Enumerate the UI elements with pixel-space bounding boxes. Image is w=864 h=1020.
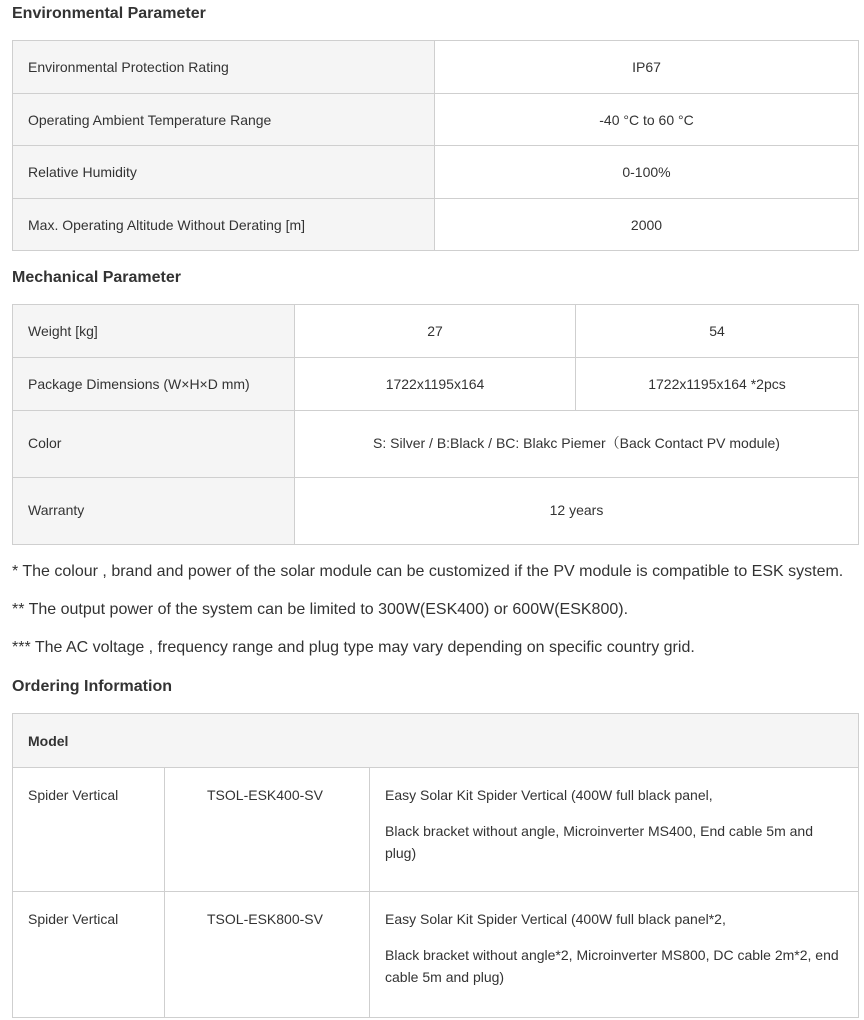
env-value: 2000 xyxy=(435,199,859,251)
env-label: Max. Operating Altitude Without Derating [m] xyxy=(13,199,435,251)
footnote-1: * The colour , brand and power of the solar module can be customized if the PV module is compatible to ESK system. xyxy=(12,563,844,580)
model-description xyxy=(370,892,859,1018)
mechanical-heading: Mechanical Parameter xyxy=(12,269,181,286)
package-value-2: 1722x1195x164 *2pcs xyxy=(576,358,859,411)
model-name: Spider Vertical xyxy=(13,768,165,892)
env-label: Relative Humidity xyxy=(13,146,435,199)
env-label: Operating Ambient Temperature Range xyxy=(13,94,435,146)
model-code: TSOL-ESK400-SV xyxy=(165,768,370,892)
ordering-heading: Ordering Information xyxy=(12,678,172,695)
footnote-2: ** The output power of the system can be limited to 300W(ESK400) or 600W(ESK800). xyxy=(12,601,629,618)
package-value-1: 1722x1195x164 xyxy=(295,358,576,411)
model-name: Spider Vertical xyxy=(13,892,165,1018)
weight-value-1: 27 xyxy=(295,305,576,358)
env-label: Environmental Protection Rating xyxy=(13,41,435,94)
environmental-table xyxy=(12,40,859,251)
warranty-label: Warranty xyxy=(13,478,295,545)
env-value: -40 °C to 60 °C xyxy=(435,94,859,146)
environmental-heading: Environmental Parameter xyxy=(12,5,206,22)
model-description xyxy=(370,768,859,892)
table-row xyxy=(13,41,859,94)
color-value: S: Silver / B:Black / BC: Blakc Piemer（Back Contact PV module) xyxy=(295,411,859,478)
table-row xyxy=(13,358,859,411)
table-row xyxy=(13,714,859,768)
warranty-value: 12 years xyxy=(295,478,859,545)
mechanical-table xyxy=(12,304,859,545)
table-row xyxy=(13,892,859,1018)
env-value: IP67 xyxy=(435,41,859,94)
color-label: Color xyxy=(13,411,295,478)
description-line: Easy Solar Kit Spider Vertical (400W full black panel*2, xyxy=(385,911,726,927)
table-row xyxy=(13,768,859,892)
table-row xyxy=(13,94,859,146)
ordering-table xyxy=(12,713,859,1018)
model-header: Model xyxy=(13,714,859,768)
description-line: Black bracket without angle*2, Microinverter MS800, DC cable 2m*2, end cable 5m and plug) xyxy=(385,947,839,985)
description-line: Black bracket without angle, Microinverter MS400, End cable 5m and plug) xyxy=(385,823,813,861)
table-row xyxy=(13,411,859,478)
table-row xyxy=(13,305,859,358)
footnote-3: *** The AC voltage , frequency range and plug type may vary depending on specific country grid. xyxy=(12,639,695,656)
table-row xyxy=(13,478,859,545)
package-label: Package Dimensions (W×H×D mm) xyxy=(13,358,295,411)
description-line: Easy Solar Kit Spider Vertical (400W full black panel, xyxy=(385,787,713,803)
table-row xyxy=(13,146,859,199)
weight-label: Weight [kg] xyxy=(13,305,295,358)
env-value: 0-100% xyxy=(435,146,859,199)
weight-value-2: 54 xyxy=(576,305,859,358)
table-row xyxy=(13,199,859,251)
model-code: TSOL-ESK800-SV xyxy=(165,892,370,1018)
